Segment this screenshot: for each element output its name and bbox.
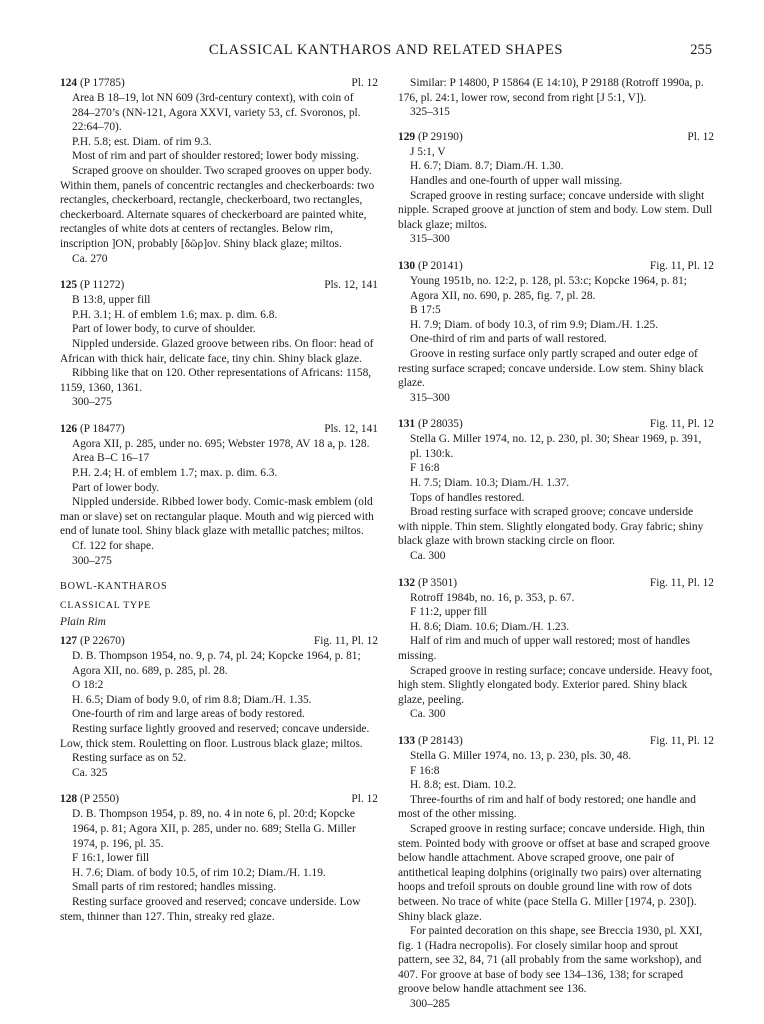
entry-bibliography: D. B. Thompson 1954, no. 9, p. 74, pl. 24; Kopcke 1964, p. 81; Agora XII, no. 689, p. 285, pl. 28. [72, 650, 361, 677]
entry-heading [398, 734, 714, 749]
entry-date: 300–285 [410, 998, 450, 1011]
entry-date: Ca. 270 [72, 252, 108, 265]
entry-comment: Cf. 122 for shape. [72, 540, 154, 553]
entry-condition: Half of rim and much of upper wall restored; most of handles missing. [398, 635, 690, 662]
entry-condition: Three-fourths of rim and half of body restored; one handle and most of the other missing. [398, 793, 696, 821]
entry-context: O 18:2 [72, 679, 104, 692]
catalogue-entry-130 [398, 259, 714, 405]
catalogue-entry-128-continued [398, 76, 714, 120]
catalogue-entry-133 [398, 734, 714, 1012]
entry-condition: Part of lower body. [72, 481, 160, 494]
section-heading: BOWL-KANTHAROS [60, 581, 168, 593]
entry-heading [398, 417, 714, 432]
inventory-number: (P 17785) [79, 77, 125, 89]
entry-number: 126 [60, 422, 78, 435]
entry-dimensions: H. 6.7; Diam. 8.7; Diam./H. 1.30. [410, 160, 564, 173]
entry-date: 325–315 [410, 106, 450, 119]
entry-context: F 16:1, lower fill [72, 852, 150, 865]
entry-date: 315–300 [410, 391, 450, 404]
inventory-number: (P 2550) [79, 793, 120, 806]
entry-bibliography: Rotroff 1984b, no. 16, p. 353, p. 67. [410, 591, 575, 604]
inventory-number: (P 3501) [417, 576, 458, 589]
catalogue-entry-127 [60, 634, 378, 780]
entry-dimensions: H. 6.5; Diam of body 9.0, of rim 8.8; Diam./H. 1.35. [72, 693, 312, 706]
catalogue-entry-124 [60, 76, 378, 266]
left-column [60, 76, 378, 936]
entry-comment: Ribbing like that on 120. Other representations of Africans: 1158, 1159, 1360, 1361. [60, 367, 372, 394]
entry-bibliography: Agora XII, p. 285, under no. 695; Webster 1978, AV 18 a, p. 128. [72, 437, 370, 450]
entry-context: B 17:5 [410, 304, 441, 317]
entry-description: Nippled underside. Glazed groove between ribs. On floor: head of African with thick hair, delicate face, tiny chin. Shiny black glaze. [60, 337, 374, 365]
entry-context: F 16:8 [410, 764, 440, 777]
entry-context: Area B 18–19, lot NN 609 (3rd-century context), with coin of 284–270’s (NN-121, Agora XXVI, variety 53, cf. Svoronos, pl. 22:64–70). [72, 92, 361, 134]
entry-description: Broad resting surface with scraped groove; concave underside with nipple. Thin stem. Slightly elongated body. Gray fabric; shiny black glaze with brown stacking circle on floor. [398, 506, 704, 548]
plate-reference: Fig. 11, Pl. 12 [313, 635, 378, 647]
entry-date: 300–275 [72, 396, 112, 409]
entry-number: 125 [60, 279, 78, 292]
entry-number: 132 [398, 576, 416, 589]
entry-context: B 13:8, upper fill [72, 294, 151, 307]
plate-reference: Pls. 12, 141 [324, 279, 378, 292]
plate-reference: Fig. 11, Pl. 12 [649, 418, 714, 431]
inventory-number: (P 29190) [417, 130, 463, 143]
catalogue-entry-125 [60, 278, 378, 410]
running-head-title: CLASSICAL KANTHAROS AND RELATED SHAPES [208, 42, 564, 58]
entry-heading [398, 259, 714, 274]
entry-heading [398, 576, 714, 591]
plate-reference: Pl. 12 [351, 793, 378, 806]
subsubsection-heading: Plain Rim [60, 616, 106, 629]
entry-date: Ca. 300 [410, 550, 446, 563]
entry-description: Scraped groove on shoulder. Two scraped grooves on upper body. Within them, panels of concentric rectangles and checkerboards: two rectangles, checkerboard, rectangle, checkerboard, two rectangles, checkerboard. Alternate squares of checkerboard are painted white, rectangles of white dots at centers of rectangles. Below rim, inscription ]ON, probably [δῶρ]ον. Shiny black glaze; miltos. [60, 164, 375, 250]
plate-reference: Fig. 11, Pl. 12 [649, 576, 714, 589]
entry-comment: For painted decoration on this shape, see Breccia 1930, pl. XXI, fig. 1 (Hadra necropolis). For closely similar hoop and sprout pattern, see 32, 84, 71 (all probably from the same workshop), and 407. For groove at base of body see 134–136, 138; for scraped groove below handle attachment see 136. [398, 925, 703, 996]
entry-number: 130 [398, 259, 416, 272]
entry-dimensions: H. 7.5; Diam. 10.3; Diam./H. 1.37. [410, 477, 570, 490]
inventory-number: (P 22670) [79, 635, 125, 647]
entry-context: F 11:2, upper fill [410, 606, 487, 619]
entry-date: 315–300 [410, 233, 450, 246]
entry-description: Resting surface lightly grooved and reserved; concave underside. Low, thick stem. Rouletting on floor. Lustrous black glaze; miltos. [60, 722, 370, 750]
entry-description: Resting surface grooved and reserved; concave underside. Low stem, thinner than 127. Thin, streaky red glaze. [60, 895, 361, 923]
entry-dimensions: P.H. 5.8; est. Diam. of rim 9.3. [72, 135, 212, 148]
entry-number: 133 [398, 734, 416, 747]
entry-number: 124 [60, 77, 78, 89]
entry-comment: Resting surface as on 52. [72, 752, 187, 765]
plate-reference: Fig. 11, Pl. 12 [649, 734, 714, 747]
inventory-number: (P 28035) [417, 418, 463, 431]
entry-condition: Most of rim and part of shoulder restored; lower body missing. [72, 150, 359, 163]
entry-bibliography: Stella G. Miller 1974, no. 12, p. 230, pl. 30; Shear 1969, p. 391, pl. 130:k. [410, 433, 702, 460]
entry-bibliography: Young 1951b, no. 12:2, p. 128, pl. 53:c; Kopcke 1964, p. 81; Agora XII, no. 690, p. 285, fig. 7, pl. 28. [410, 274, 687, 302]
catalogue-entry-128 [60, 792, 378, 924]
entry-description: Nippled underside. Ribbed lower body. Comic-mask emblem (old man or slave) set on rectangular plaque. Mouth and wig pierced with end of lunate tool. Shiny black glaze with metallic patches; miltos. [60, 496, 374, 538]
entry-heading [60, 634, 378, 649]
entry-condition: Small parts of rim restored; handles missing. [72, 881, 277, 894]
subsection-heading: CLASSICAL TYPE [60, 599, 151, 611]
catalogue-entry-131 [398, 417, 714, 563]
catalogue-entry-132 [398, 576, 714, 722]
entry-dimensions: H. 8.6; Diam. 10.6; Diam./H. 1.23. [410, 620, 570, 633]
entry-date: Ca. 300 [410, 708, 446, 721]
entry-description: Groove in resting surface only partly scraped and outer edge of resting surface scraped; concave underside. Low stem. Shiny black glaze. [398, 347, 704, 390]
plate-reference: Pl. 12 [687, 130, 714, 143]
plate-reference: Fig. 11, Pl. 12 [649, 259, 714, 272]
entry-bibliography: D. B. Thompson 1954, p. 89, no. 4 in note 6, pl. 20:d; Kopcke 1964, p. 81; Agora XII, p. 285, under no. 689; Stella G. Miller 1974, p. 196, pl. 35. [72, 808, 356, 850]
entry-dimensions: H. 8.8; est. Diam. 10.2. [410, 779, 517, 792]
entry-date: Ca. 325 [72, 766, 108, 779]
inventory-number: (P 20141) [417, 259, 463, 272]
entry-context: J 5:1, V [410, 145, 446, 158]
entry-condition: Part of lower body, to curve of shoulder. [72, 323, 256, 336]
entry-dimensions: H. 7.9; Diam. of body 10.3, of rim 9.9; Diam./H. 1.25. [410, 318, 659, 331]
entry-comment: Similar: P 14800, P 15864 (E 14:10), P 29188 (Rotroff 1990a, p. 176, pl. 24:1, lower row, second from right [J 5:1, V]). [398, 77, 704, 104]
catalogue-entry-129 [398, 130, 714, 247]
plate-reference: Pl. 12 [351, 77, 378, 89]
entry-dimensions: P.H. 3.1; H. of emblem 1.6; max. p. dim. 6.8. [72, 308, 278, 321]
entry-date: 300–275 [72, 554, 112, 567]
inventory-number: (P 28143) [417, 734, 463, 747]
entry-number: 129 [398, 130, 416, 143]
right-column [398, 76, 714, 1024]
entry-condition: One-fourth of rim and large areas of body restored. [72, 708, 305, 721]
entry-context: Area B–C 16–17 [72, 452, 150, 465]
entry-heading [60, 278, 378, 293]
entry-heading [60, 792, 378, 807]
entry-condition: One-third of rim and parts of wall restored. [410, 333, 607, 346]
entry-number: 128 [60, 793, 78, 806]
plate-reference: Pls. 12, 141 [324, 422, 378, 435]
entry-condition: Handles and one-fourth of upper wall missing. [410, 174, 623, 187]
entry-bibliography: Stella G. Miller 1974, no. 13, p. 230, pls. 30, 48. [410, 749, 632, 762]
entry-description: Scraped groove in resting surface; concave underside. High, thin stem. Pointed body with groove or offset at base and scraped groove below handle attachment. Above scraped groove, one pair of antithetical leaping dolphins (originally two pairs) over alternating hoops and trefoil sprouts on double ground line with row of dots between. No trace of white (pace Stella G. Miller [1974, p. 230]). Shiny black glaze. [398, 822, 710, 923]
entry-number: 127 [60, 635, 78, 647]
entry-description: Scraped groove in resting surface; concave underside. Heavy foot, high stem. Slightly elongated body. Exterior pared. Shiny black glaze, peeling. [398, 664, 713, 706]
entry-heading [60, 76, 378, 91]
entry-condition: Tops of handles restored. [410, 491, 525, 504]
entry-dimensions: P.H. 2.4; H. of emblem 1.7; max. p. dim. 6.3. [72, 467, 278, 480]
entry-heading [398, 130, 714, 145]
entry-dimensions: H. 7.6; Diam. of body 10.5, of rim 10.2; Diam./H. 1.19. [72, 866, 326, 879]
entry-description: Scraped groove in resting surface; concave underside with slight nipple. Scraped groove at junction of stem and body. Low stem. Dull black glaze; miltos. [398, 189, 713, 231]
running-head [60, 42, 712, 62]
inventory-number: (P 18477) [79, 422, 125, 435]
entry-number: 131 [398, 418, 416, 431]
entry-heading [60, 422, 378, 437]
entry-context: F 16:8 [410, 462, 440, 475]
inventory-number: (P 11272) [79, 279, 125, 292]
page-number: 255 [690, 42, 712, 58]
catalogue-entry-126 [60, 422, 378, 568]
